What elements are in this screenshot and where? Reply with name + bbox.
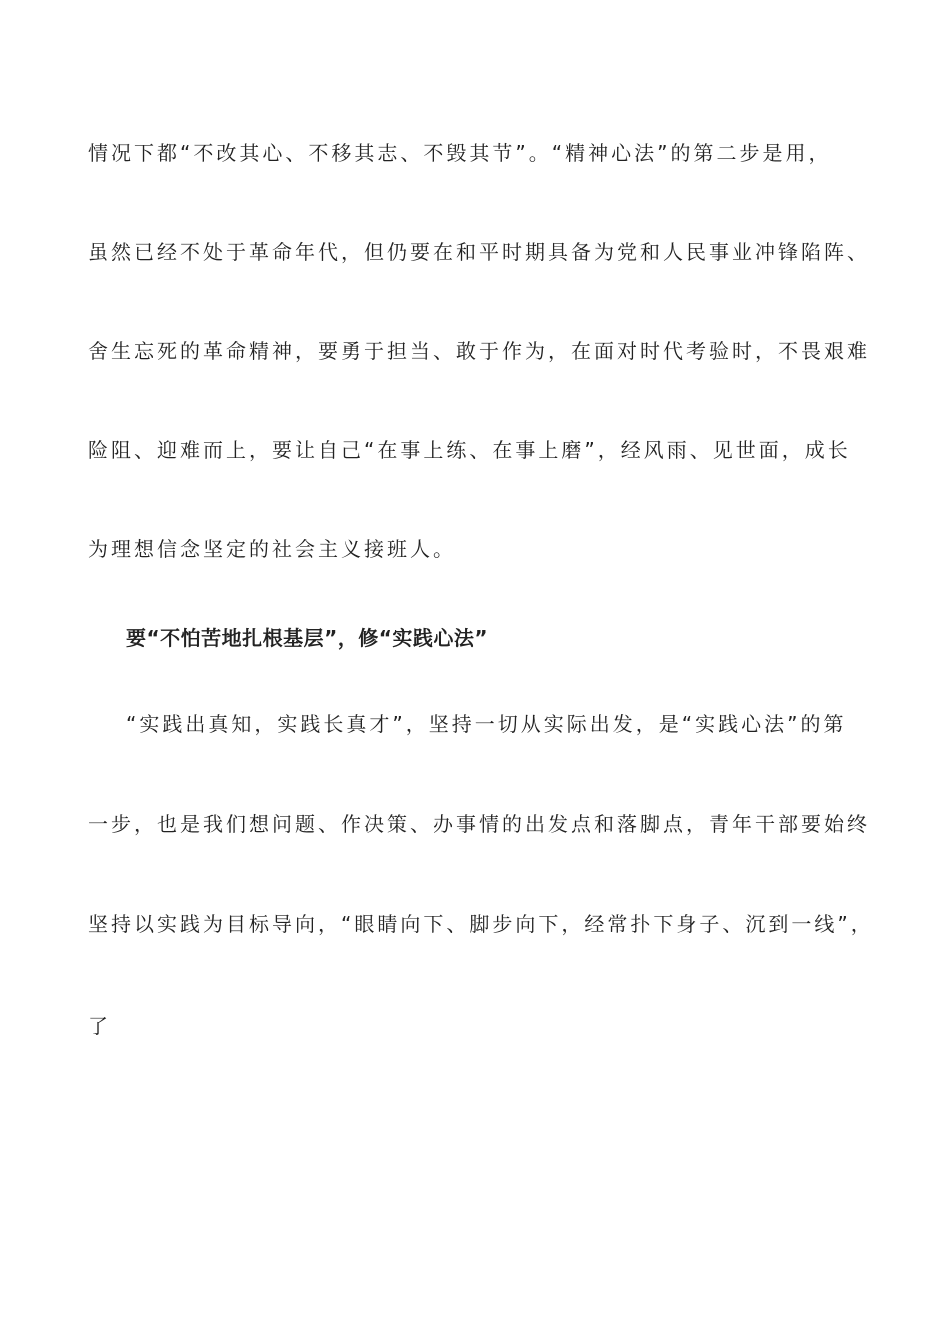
- paragraph-line-8: 坚持以实践为目标导向，“眼睛向下、脚步向下，经常扑下身子、沉到一线”，: [88, 912, 874, 936]
- paragraph-line-9: 了: [88, 1014, 111, 1038]
- paragraph-line-6: “实践出真知，实践长真才”，坚持一切从实际出发，是“实践心法”的第: [126, 712, 847, 736]
- paragraph-line-7: 一步，也是我们想问题、作决策、办事情的出发点和落脚点，青年干部要始终: [88, 812, 870, 836]
- section-heading: 要“不怕苦地扎根基层”，修“实践心法”: [126, 626, 489, 650]
- paragraph-line-5: 为理想信念坚定的社会主义接班人。: [88, 537, 456, 561]
- paragraph-line-4: 险阻、迎难而上，要让自己“在事上练、在事上磨”，经风雨、见世面，成长: [88, 438, 851, 462]
- paragraph-line-1: 情况下都“不改其心、不移其志、不毁其节”。“精神心法”的第二步是用，: [88, 141, 832, 165]
- paragraph-line-3: 舍生忘死的革命精神，要勇于担当、敢于作为，在面对时代考验时，不畏艰难: [88, 339, 870, 363]
- paragraph-line-2: 虽然已经不处于革命年代，但仍要在和平时期具备为党和人民事业冲锋陷阵、: [88, 240, 870, 264]
